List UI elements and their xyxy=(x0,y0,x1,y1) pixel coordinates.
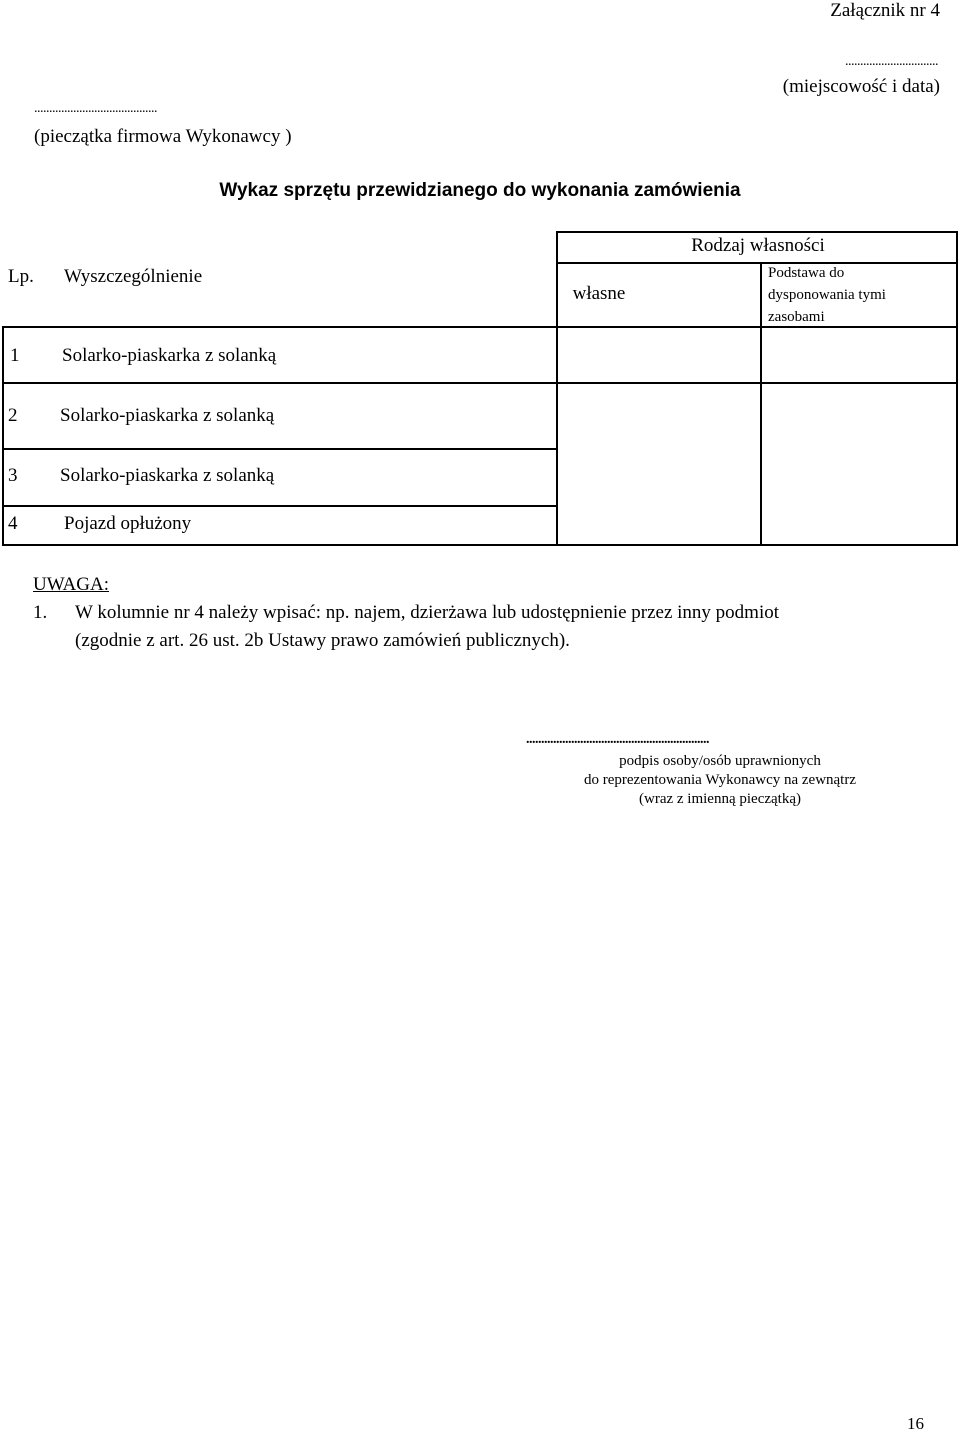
table-border-right xyxy=(956,231,958,546)
note-body xyxy=(33,599,940,655)
table-row-divider xyxy=(2,505,558,507)
row-item: Solarko-piaskarka z solanką xyxy=(60,465,275,486)
row-lp: 2 xyxy=(8,405,18,426)
table-border-top-right xyxy=(558,231,958,233)
table-row-divider xyxy=(2,382,958,384)
table-col-divider xyxy=(760,262,762,546)
table-row-divider xyxy=(2,448,558,450)
table-col-divider xyxy=(556,231,558,546)
attachment-label: Załącznik nr 4 xyxy=(830,0,940,21)
header-basis: Podstawa do dysponowania tymi zasobami xyxy=(768,265,886,325)
header-own: własne xyxy=(572,283,626,304)
header-lp: Lp. xyxy=(8,266,34,287)
row-lp: 1 xyxy=(10,345,20,366)
row-item: Solarko-piaskarka z solanką xyxy=(62,345,277,366)
row-item: Pojazd opłużony xyxy=(64,513,192,534)
date-place-label: (miejscowość i data) xyxy=(782,76,940,97)
note-number: 1. xyxy=(33,602,48,623)
row-lp: 4 xyxy=(8,513,18,534)
note-text-line2: (zgodnie z art. 26 ust. 2b Ustawy prawo zamówień publicznych). xyxy=(75,630,570,651)
signature-caption-line2: do reprezentowania Wykonawcy na zewnątrz xyxy=(583,772,857,788)
row-item: Solarko-piaskarka z solanką xyxy=(60,405,275,426)
page-number: 16 xyxy=(907,1414,924,1433)
row-lp: 3 xyxy=(8,465,18,486)
table-border-bottom xyxy=(2,544,958,546)
date-dotted-line: ............................... xyxy=(845,54,938,69)
document-title: Wykaz sprzętu przewidzianego do wykonania zamówienia xyxy=(219,180,741,201)
note-text-line1: W kolumnie nr 4 należy wpisać: np. najem, dzierżawa lub udostępnienie przez inny podmiot xyxy=(75,602,780,623)
note-heading: UWAGA: xyxy=(33,574,109,595)
signature-caption-line3: (wraz z imienną pieczątką) xyxy=(639,791,801,807)
table-border-left xyxy=(2,326,4,546)
signature-caption-line1: podpis osoby/osób uprawnionych xyxy=(619,753,821,769)
header-specification: Wyszczególnienie xyxy=(64,266,203,287)
signature-dotted-line: ............................................................. xyxy=(526,732,709,747)
header-ownership-type: Rodzaj własności xyxy=(691,235,825,256)
company-stamp-label: (pieczątka firmowa Wykonawcy ) xyxy=(34,126,292,147)
stamp-dotted-line: ......................................... xyxy=(34,101,157,116)
